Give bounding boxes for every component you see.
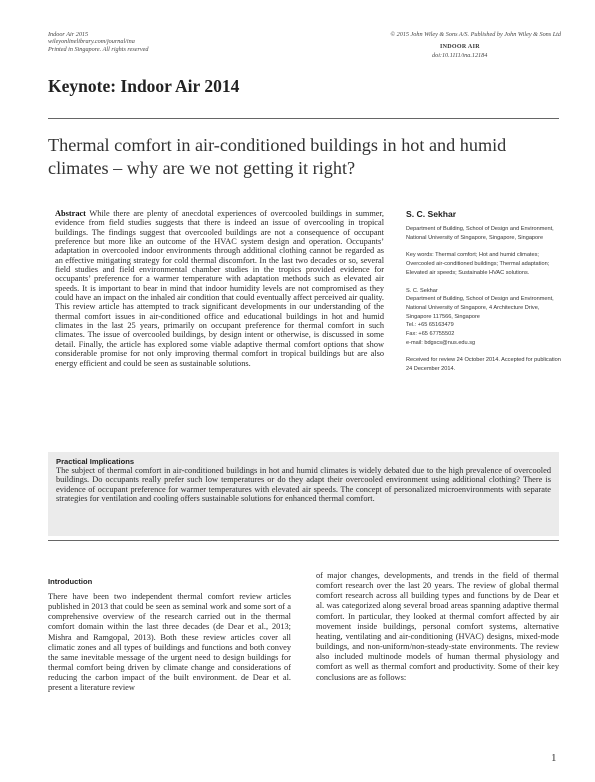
correspondence-fax: Fax: +65 67755502	[406, 331, 455, 338]
author-affiliation: Department of Building, School of Design and Environment, National University of Singapore, Singapore, Singapore	[406, 226, 554, 241]
correspondence-name: S. C. Sekhar	[406, 287, 438, 294]
correspondence-tel: Tel.: +65 65163479	[406, 322, 454, 329]
page-number: 1	[551, 752, 557, 764]
received-dates: Received for review 24 October 2014. Accepted for publication 24 December 2014.	[406, 357, 561, 373]
correspondence	[406, 287, 566, 348]
correspondence-email[interactable]: e-mail: bdgscs@nus.edu.sg	[406, 339, 476, 346]
abstract	[55, 209, 384, 368]
author-sidebar	[406, 209, 566, 383]
abstract-text: While there are plenty of anecdotal experiences of overcooled buildings in summer, evidence from field studies suggests that there is indeed an issue of overcooling in tropical buildings. The findings suggest that overcooled buildings are not a consequence of occupant preference but more like an outcome of the HVAC system design and operation. Occupants’ adaptation in overcooled indoor environments through additional clothing cannot be regarded as an effective mitigating strategy for cold thermal discomfort. In the last two decades or so, several field studies and field environmental chamber studies in the tropics provided evidence for occupants’ preference for a warmer temperature with adaptation methods such as elevated air speeds. It is important to bear in mind that indoor humidity levels are not compromised as they could have an impact on the inhaled air condition that could eventually affect perceived air quality. This review article has attempted to track significant developments in our understanding of the thermal comfort issues in air-conditioned office and educational buildings in hot and humid climates in the last 25 years, primarily on occupant preference for thermal comfort in such climates. The issue of overcooled buildings, by design intent or otherwise, is discussed in some detail. Finally, the article has explored some viable adaptive thermal comfort options that show considerable promise for not only improving thermal comfort in tropical buildings but are also energy efficient and could be seen as sustainable solutions.	[55, 209, 384, 368]
doi: doi:10.1111/ina.12184	[432, 52, 488, 59]
practical-implications-heading: Practical Implications	[56, 457, 135, 466]
keynote-heading: Keynote: Indoor Air 2014	[48, 76, 240, 96]
copyright-notice: © 2015 John Wiley & Sons A/S. Published by John Wiley & Sons Ltd	[390, 31, 561, 38]
body-column-right	[316, 571, 559, 683]
article-title: Thermal comfort in air-conditioned buildings in hot and humid climates – why are we not getting it right?	[48, 135, 507, 178]
journal-header-left	[48, 31, 148, 53]
header-journal-url: wileyonlinelibrary.com/journal/ina	[48, 38, 135, 46]
author-name: S. C. Sekhar	[406, 209, 457, 219]
practical-implications-box	[48, 452, 559, 536]
introduction-text-left: There have been two independent thermal comfort review articles published in 2013 that could be seen as seminal work and some sort of a comprehensive overview of the research carried out in the thermal comfort domain within the last three decades (de Dear et al., 2013; Mishra and Ramgopal, 2013). Both these review articles cover all climatic zones and all types of buildings and functions and both convey the same inevitable message of the urgent need to design buildings for thermal comfort being driven by climate change and considerations of reducing the carbon impact of the built environment. de Dear et al. present a literature review	[48, 592, 291, 693]
divider	[48, 540, 559, 541]
journal-name: INDOOR AIR	[440, 44, 480, 50]
practical-implications-text: The subject of thermal comfort in air-conditioned buildings in hot and humid climates is widely debated due to the high prevalence of overcooled buildings. Do occupants really prefer such low temperatures or do they adapt their overcooled environment using additional clothing? There is evidence of occupant preference for warmer temperatures with elevated air speeds. The concept of personalized microenvironments with separate strategies for ventilation and cooling offers sustainable solutions for enhanced thermal comfort.	[56, 466, 551, 504]
header-printed-note: Printed in Singapore. All rights reserved	[48, 45, 149, 53]
introduction-text-right: of major changes, developments, and trends in the field of thermal comfort research over the last 20 years. The review of global thermal comfort research across all building types and functions by de Dear et al. was categorized along several broad areas spanning adaptive thermal comfort. In particular, they looked at thermal comfort affected by air movement inside buildings, personal comfort systems, alternative heating, ventilating and air-conditioning (HVAC) designs, mixed-mode buildings, and non-uniform/non-steady-state environments. The review also included multinode models of human thermal physiology and comfort as well as thermal comfort and productivity. Some of their key conclusions are as follows:	[316, 571, 559, 682]
introduction-heading: Introduction	[48, 577, 93, 586]
divider	[48, 118, 559, 119]
keywords: Key words: Thermal comfort; Hot and humid climates; Overcooled air-conditioned buildings; Thermal adaptation; Elevated air speeds; Sustainable HVAC solutions.	[406, 252, 550, 276]
correspondence-address: Department of Building, School of Design and Environment, National University of Singapore, 4 Architecture Drive, Singapore 117566, Singapore	[406, 296, 554, 320]
body-column-left	[48, 571, 291, 694]
abstract-label: Abstract	[55, 209, 86, 218]
header-journal-year: Indoor Air 2015	[48, 31, 89, 38]
